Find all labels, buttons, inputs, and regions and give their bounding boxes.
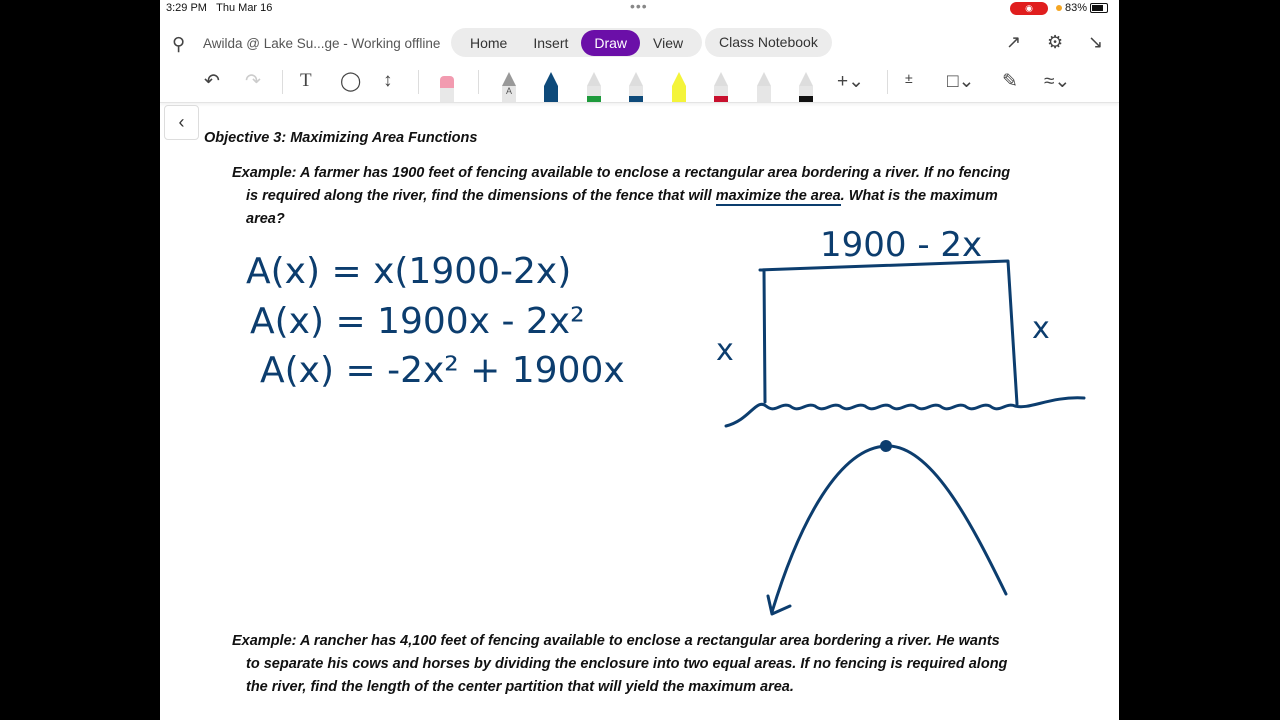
example2-line2: to separate his cows and horses by dividing the enclosure into two equal areas. If no fencing is required along (246, 656, 1008, 672)
text: . What is the maximum (840, 188, 998, 204)
river-wave (726, 398, 1084, 426)
add-pen-icon[interactable]: +⌄ (837, 71, 865, 92)
text: is required along the river, find the dimensions of the fence that will (246, 188, 716, 204)
screen-recording-icon[interactable]: ◉ (1010, 2, 1048, 15)
ink-to-shape-icon[interactable]: ✎ (1002, 71, 1018, 92)
time: 3:29 PM (166, 2, 207, 14)
fence-rectangle (760, 261, 1017, 404)
tab-insert[interactable]: Insert (533, 34, 569, 51)
share-icon[interactable]: ↗ (1006, 32, 1022, 52)
redo-icon[interactable]: ↷ (245, 71, 261, 92)
underlined-text: maximize the area (715, 188, 841, 204)
equation-1: A(x) = x(1900-2x) (246, 251, 572, 292)
collapse-icon[interactable]: ↘ (1088, 32, 1104, 52)
multitasking-dots-icon[interactable]: ••• (630, 0, 648, 14)
equation-3: A(x) = -2x² + 1900x (260, 350, 625, 391)
ink-replay-icon[interactable]: ≈⌄ (1044, 71, 1071, 92)
class-notebook-button[interactable]: Class Notebook (705, 28, 832, 57)
tab-view[interactable]: View (653, 34, 684, 51)
equation-2: A(x) = 1900x - 2x² (250, 301, 585, 342)
math-icon[interactable]: ± (905, 70, 913, 86)
onenote-screen (160, 0, 1119, 720)
parabola-sketch (772, 446, 1006, 612)
lasso-select-icon[interactable]: ◯ (340, 71, 362, 92)
undo-icon[interactable]: ↶ (204, 71, 220, 92)
insert-space-icon[interactable]: ↕ (383, 70, 393, 91)
tab-draw[interactable]: Draw (581, 30, 640, 56)
example1-line3: area? (246, 211, 285, 227)
ink-canvas[interactable] (160, 0, 1119, 720)
gear-icon[interactable]: ⚙ (1047, 32, 1064, 52)
vertex-point (880, 440, 892, 452)
pencil-tool[interactable]: A (502, 72, 516, 102)
example2-line1: Example: A rancher has 4,100 feet of fencing available to enclose a rectangular area bordering a river. He wants (232, 633, 1000, 649)
text-tool-icon[interactable]: T (300, 70, 312, 91)
search-icon[interactable]: ⚲ (172, 34, 186, 54)
objective-heading: Objective 3: Maximizing Area Functions (204, 130, 478, 146)
top-side-label: 1900 - 2x (820, 225, 983, 265)
example1-line1: Example: A farmer has 1900 feet of fencing available to enclose a rectangular area bordering a river. If no fencing (232, 165, 1011, 181)
tab-home[interactable]: Home (470, 34, 508, 51)
left-side-label: x (716, 333, 734, 368)
right-side-label: x (1032, 311, 1050, 346)
date: Thu Mar 16 (216, 2, 273, 14)
battery-percent: 83% (1065, 2, 1088, 14)
example2-line3: the river, find the length of the center partition that will yield the maximum area. (246, 679, 794, 695)
back-button[interactable]: ‹ (164, 105, 199, 140)
notebook-title[interactable]: Awilda @ Lake Su...ge - Working offline (203, 36, 441, 51)
arrow-head (768, 596, 790, 614)
shapes-icon[interactable]: □⌄ (947, 71, 975, 92)
